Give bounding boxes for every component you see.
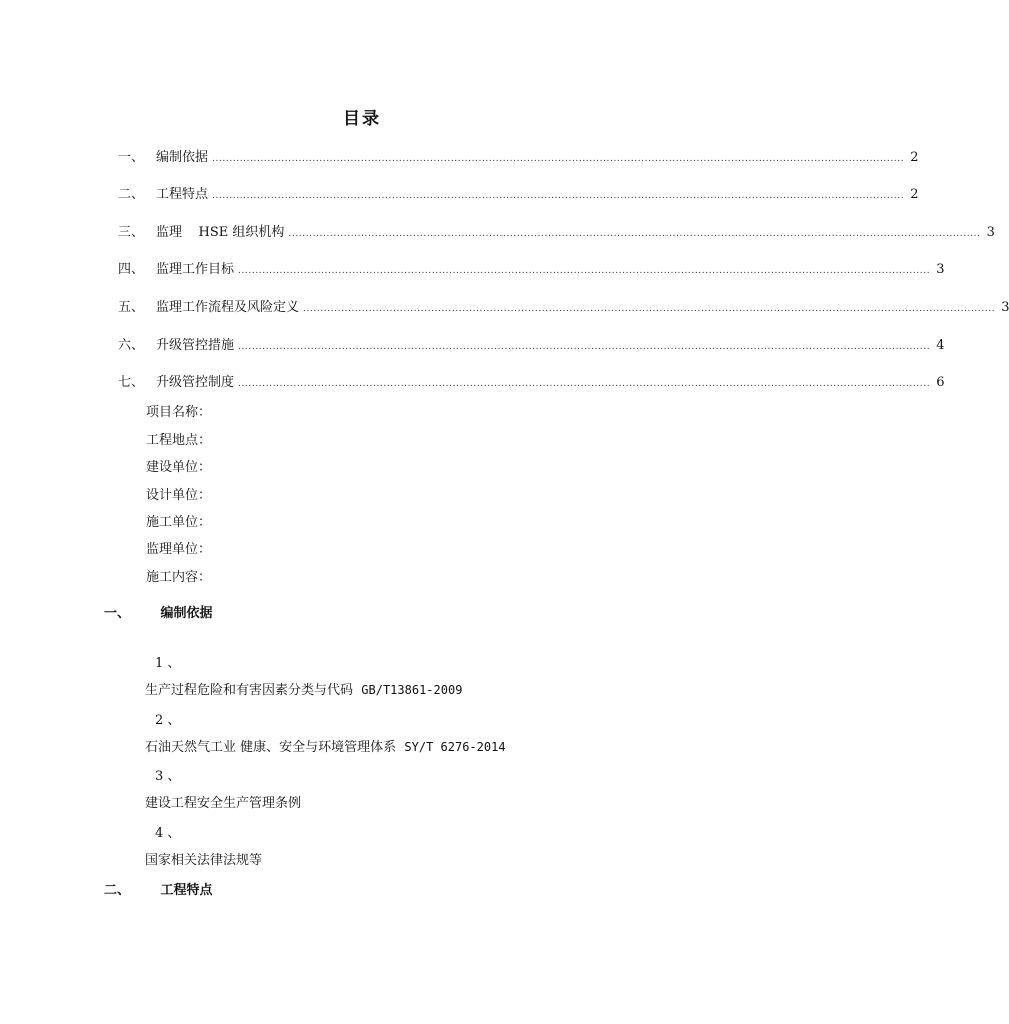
toc-entry-number: 七、 [118, 375, 145, 390]
toc-entry-label: 监理工作流程及风险定义 [156, 300, 300, 315]
toc-entry[interactable] [118, 334, 945, 354]
toc-entry-label: 工程特点 [156, 187, 209, 202]
toc-entry-number: 二、 [118, 187, 145, 202]
reference-item [145, 736, 506, 755]
toc-entry-number: 五、 [118, 300, 145, 315]
section-title: 编制依据 [160, 606, 213, 621]
toc-entry-number: 六、 [118, 338, 145, 353]
reference-item [145, 679, 462, 698]
toc-entry-number: 四、 [118, 262, 145, 277]
project-name-label: 项目名称： [146, 405, 212, 420]
toc-entry-label: 升级管控措施 [156, 338, 235, 353]
toc-entry-label: 编制依据 [156, 150, 209, 165]
toc-entry[interactable] [118, 258, 945, 278]
toc-leader-dots: ........................................................................................................................................................................................................ [212, 191, 905, 201]
toc-title: 目录 [343, 109, 381, 129]
reference-index: 2 、 [155, 713, 181, 728]
client-unit-label: 建设单位： [146, 460, 212, 475]
construction-content-label: 施工内容： [146, 570, 212, 585]
toc-entry-label: 监理 HSE 组织机构 [156, 225, 285, 240]
toc-leader-dots: ........................................................................................................................................................................................................ [303, 304, 996, 314]
toc-entry-page: 3 [1001, 300, 1009, 315]
reference-item [145, 849, 262, 868]
section-number: 二、 [104, 883, 131, 898]
reference-title: 建设工程安全生产管理条例 [145, 796, 302, 811]
section-heading [104, 879, 213, 898]
toc-entry-page: 2 [910, 187, 919, 202]
toc-entry-page: 2 [910, 150, 919, 165]
reference-item [145, 792, 301, 811]
toc-leader-dots: ........................................................................................................................................................................................................ [288, 229, 981, 239]
section-heading [104, 602, 213, 621]
section-number: 一、 [104, 606, 131, 621]
toc-entry-page: 3 [986, 225, 995, 240]
supervision-unit-label: 监理单位： [146, 542, 212, 557]
toc-entry[interactable] [118, 221, 995, 241]
toc-entry[interactable] [118, 371, 945, 391]
reference-title: 生产过程危险和有害因素分类与代码 [145, 683, 354, 698]
toc-entry-page: 4 [936, 338, 945, 353]
reference-code: SY/T 6276-2014 [404, 740, 506, 754]
toc-entry-number: 一、 [118, 150, 145, 165]
design-unit-label: 设计单位： [146, 488, 212, 503]
toc-entry[interactable] [118, 146, 919, 166]
toc-entry[interactable] [118, 296, 1009, 316]
toc-leader-dots: ........................................................................................................................................................................................................ [238, 342, 931, 352]
reference-title: 石油天然气工业 健康、安全与环境管理体系 [145, 740, 397, 755]
toc-entry-number: 三、 [118, 225, 145, 240]
reference-code: GB/T13861-2009 [361, 683, 463, 697]
toc-leader-dots: ........................................................................................................................................................................................................ [212, 154, 905, 164]
section-title: 工程特点 [160, 883, 213, 898]
toc-entry-label: 升级管控制度 [156, 375, 235, 390]
reference-index: 3 、 [155, 769, 181, 784]
toc-entry[interactable] [118, 183, 919, 203]
toc-entry-label: 监理工作目标 [156, 262, 235, 277]
project-location-label: 工程地点： [146, 433, 212, 448]
reference-title: 国家相关法律法规等 [145, 853, 263, 868]
toc-entry-page: 6 [936, 375, 945, 390]
reference-index: 4 、 [155, 826, 181, 841]
toc-entry-page: 3 [936, 262, 945, 277]
reference-index: 1 、 [155, 656, 181, 671]
toc-leader-dots: ........................................................................................................................................................................................................ [238, 379, 931, 389]
construction-unit-label: 施工单位： [146, 515, 212, 530]
toc-leader-dots: ........................................................................................................................................................................................................ [238, 266, 931, 276]
